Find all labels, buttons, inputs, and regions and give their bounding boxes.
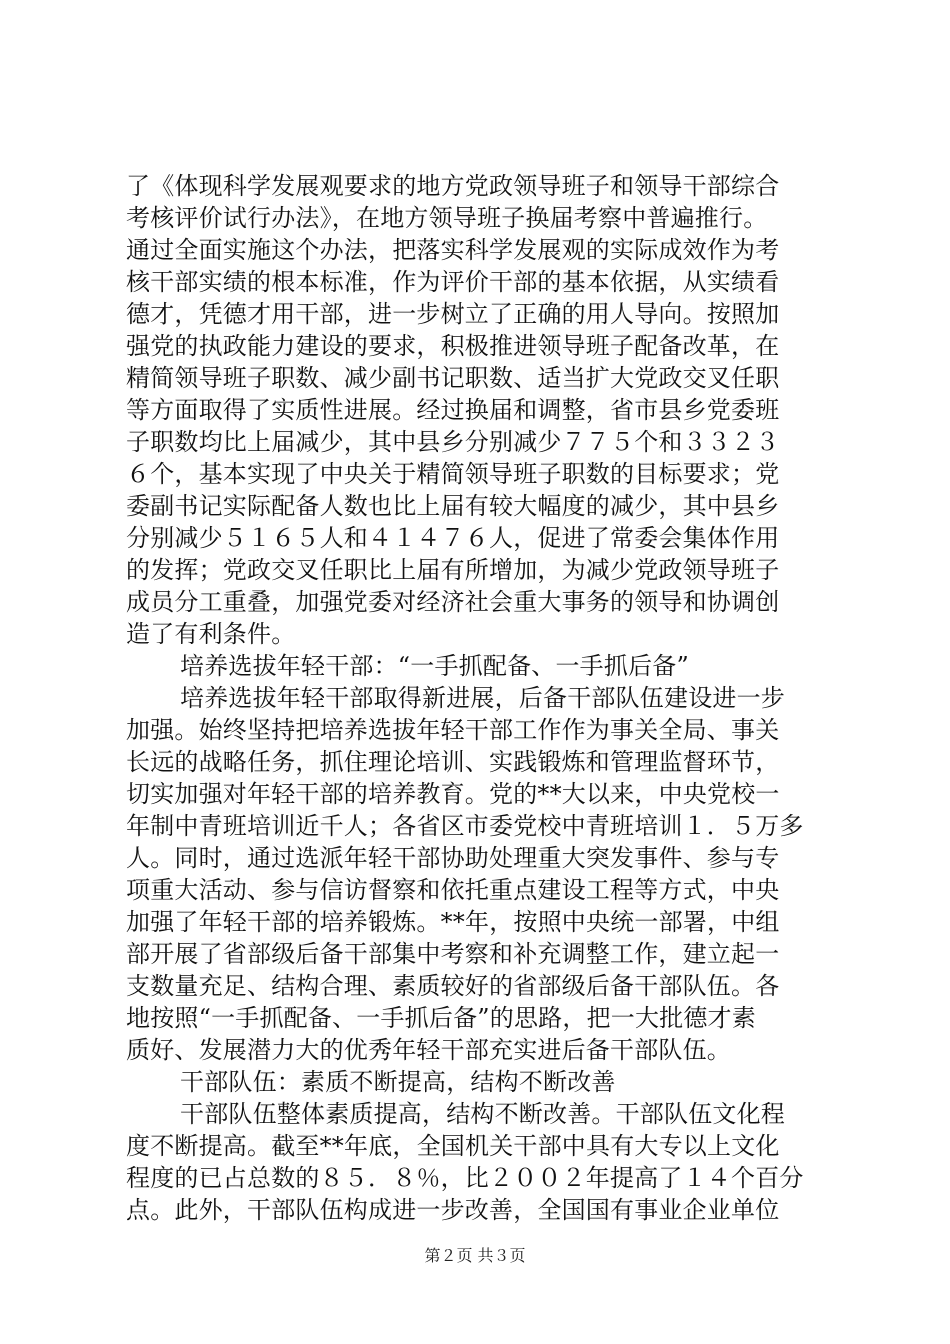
text-line: 度不断提高。截至**年底，全国机关干部中具有大专以上文化 bbox=[126, 1132, 780, 1160]
text-line: 等方面取得了实质性进展。经过换届和调整，省市县乡党委班 bbox=[126, 396, 780, 424]
text-line: 加强了年轻干部的培养锻炼。**年，按照中央统一部署，中组 bbox=[126, 908, 780, 936]
text-line: 的发挥；党政交叉任职比上届有所增加，为减少党政领导班子 bbox=[126, 556, 780, 584]
text-line: 点。此外，干部队伍构成进一步改善，全国国有事业企业单位 bbox=[126, 1196, 780, 1224]
text-line: 年制中青班培训近千人；各省区市委党校中青班培训１．５万多 bbox=[126, 812, 804, 840]
text-line: 加强。始终坚持把培养选拔年轻干部工作作为事关全局、事关 bbox=[126, 716, 780, 744]
body-text bbox=[126, 170, 826, 1226]
text-line: 支数量充足、结构合理、素质较好的省部级后备干部队伍。各 bbox=[126, 972, 780, 1000]
text-line: 培养选拔年轻干部取得新进展，后备干部队伍建设进一步 bbox=[180, 684, 785, 712]
text-line: 分别减少５１６５人和４１４７６人，促进了常委会集体作用 bbox=[126, 524, 780, 552]
text-line: 了《体现科学发展观要求的地方党政领导班子和领导干部综合 bbox=[126, 172, 780, 200]
text-line: 精简领导班子职数、减少副书记职数、适当扩大党政交叉任职 bbox=[126, 364, 780, 392]
text-line: 造了有利条件。 bbox=[126, 620, 296, 648]
text-line: 长远的战略任务，抓住理论培训、实践锻炼和管理监督环节， bbox=[126, 748, 780, 776]
text-line: 干部队伍整体素质提高，结构不断改善。干部队伍文化程 bbox=[180, 1100, 785, 1128]
text-line: 核干部实绩的根本标准，作为评价干部的基本依据，从实绩看 bbox=[126, 268, 780, 296]
text-line: 地按照“一手抓配备、一手抓后备”的思路，把一大批德才素 bbox=[126, 1004, 756, 1032]
text-line: 部开展了省部级后备干部集中考察和补充调整工作，建立起一 bbox=[126, 940, 780, 968]
text-line: 成员分工重叠，加强党委对经济社会重大事务的领导和协调创 bbox=[126, 588, 780, 616]
text-line: 强党的执政能力建设的要求，积极推进领导班子配备改革，在 bbox=[126, 332, 780, 360]
text-line: 人。同时，通过选派年轻干部协助处理重大突发事件、参与专 bbox=[126, 844, 780, 872]
text-line: 考核评价试行办法》，在地方领导班子换届考察中普遍推行。 bbox=[126, 204, 768, 232]
text-line: 质好、发展潜力大的优秀年轻干部充实进后备干部队伍。 bbox=[126, 1036, 731, 1064]
text-line: 委副书记实际配备人数也比上届有较大幅度的减少，其中县乡 bbox=[126, 492, 780, 520]
text-line: 子职数均比上届减少，其中县乡分别减少７７５个和３３２３ bbox=[126, 428, 780, 456]
text-line: ６个，基本实现了中央关于精简领导班子职数的目标要求；党 bbox=[126, 460, 780, 488]
text-line: 通过全面实施这个办法，把落实科学发展观的实际成效作为考 bbox=[126, 236, 780, 264]
page-number-footer: 第２页 共３页 bbox=[424, 1246, 526, 1265]
text-line: 切实加强对年轻干部的培养教育。党的**大以来，中央党校一 bbox=[126, 780, 780, 808]
section-heading: 干部队伍：素质不断提高，结构不断改善 bbox=[180, 1068, 616, 1096]
text-line: 项重大活动、参与信访督察和依托重点建设工程等方式，中央 bbox=[126, 876, 780, 904]
text-line: 程度的已占总数的８５．８％，比２００２年提高了１４个百分 bbox=[126, 1164, 804, 1192]
text-line: 德才，凭德才用干部，进一步树立了正确的用人导向。按照加 bbox=[126, 300, 780, 328]
section-heading: 培养选拔年轻干部：“一手抓配备、一手抓后备” bbox=[180, 652, 689, 680]
